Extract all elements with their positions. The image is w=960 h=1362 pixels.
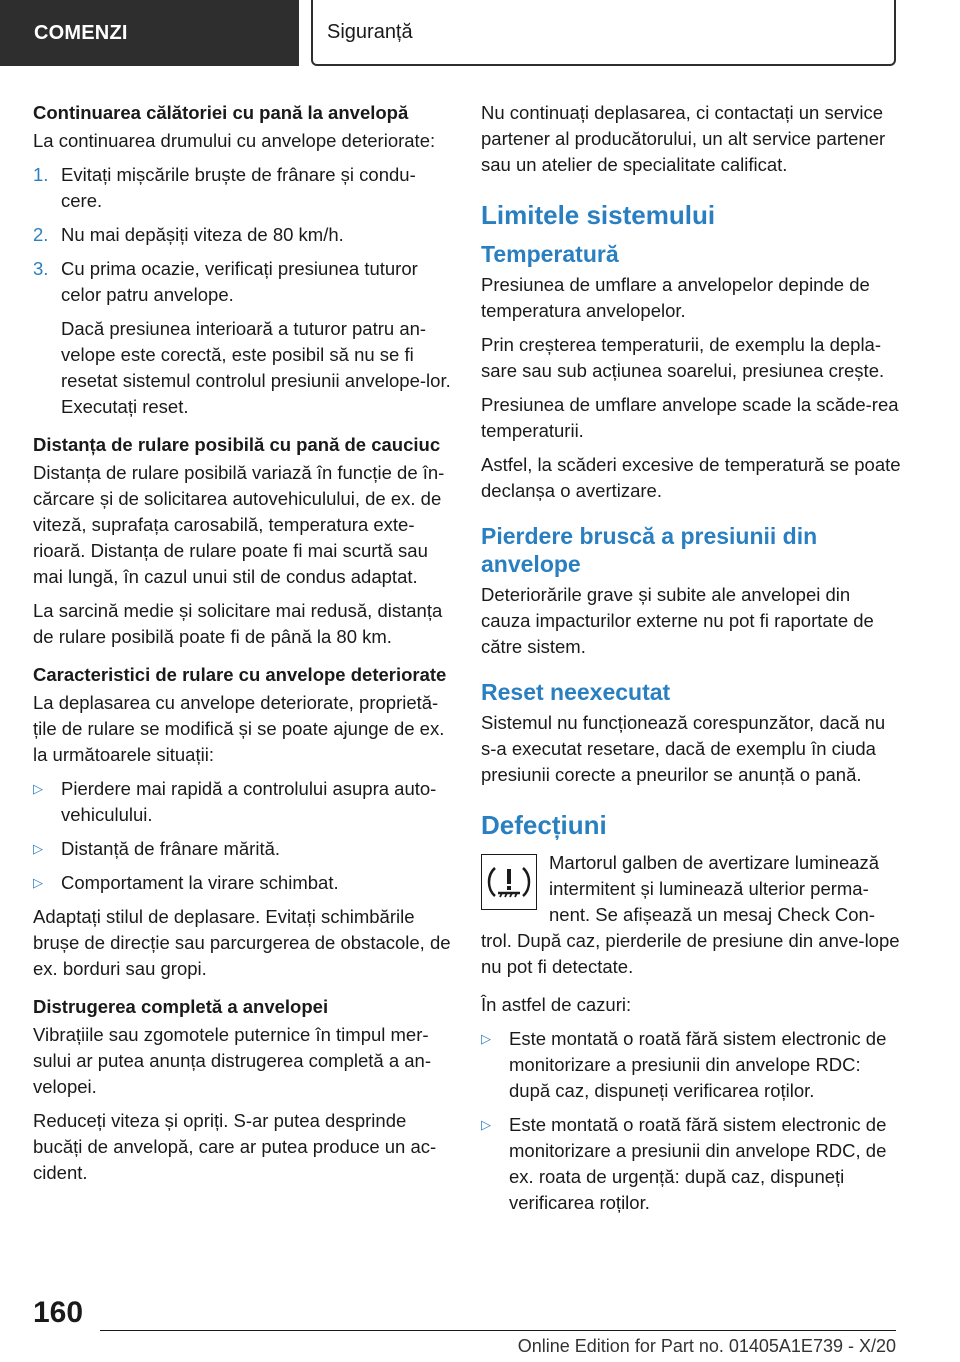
chapter-tab[interactable]: Siguranță — [311, 0, 896, 66]
list-item — [33, 836, 453, 862]
list-item — [33, 222, 453, 248]
step-note: Dacă presiunea interioară a tuturor patru an-velope este corectă, este posibil să nu se fi resetat sistemul controlul presiunii anvelope-lor. Executați reset. — [61, 318, 451, 417]
paragraph: Presiunea de umflare a anvelopelor depinde de temperatura anvelopelor. — [481, 274, 870, 321]
step-number: 3. — [33, 258, 49, 279]
heading-continue-driving: Continuarea călătoriei cu pană la anvelopă — [33, 102, 409, 123]
list-item — [33, 162, 453, 214]
step-text: Cu prima ocazie, verificați presiunea tuturor celor patru anvelope. — [61, 258, 418, 305]
paragraph: La continuarea drumului cu anvelope deteriorate: — [33, 130, 436, 151]
tire-pressure-warning-icon — [481, 854, 537, 910]
footer-divider — [100, 1330, 896, 1331]
heading-reset-not-executed: Reset neexecutat — [481, 679, 671, 705]
left-column — [33, 100, 453, 1194]
steps-list — [33, 162, 453, 308]
warning-block — [481, 850, 901, 980]
paragraph: Deteriorările grave și subite ale anvelopei din cauza impacturilor externe nu pot fi raportate de către sistem. — [481, 584, 874, 657]
paragraph: Sistemul nu funcționează corespunzător, dacă nu s-a executat resetare, dacă de exemplu în ciuda presiunii corecte a pneurilor se anunță o pană. — [481, 712, 886, 785]
triangle-bullet-icon: ▷ — [33, 875, 43, 890]
paragraph: Astfel, la scăderi excesive de temperatură se poate declanșa o avertizare. — [481, 454, 901, 501]
step-text: Evitați mișcările bruște de frânare și condu-cere. — [61, 164, 416, 211]
step-number: 1. — [33, 164, 49, 185]
list-item — [33, 776, 453, 828]
paragraph: La deplasarea cu anvelope deteriorate, proprietă-țile de rulare se modifică și se poate ajunge de ex. la următoarele situații: — [33, 692, 445, 765]
heading-system-limits: Limitele sistemului — [481, 200, 716, 230]
paragraph: Vibrațiile sau zgomotele puternice în timpul mer-sului ar putea anunța distrugerea completă a an-velopei. — [33, 1024, 432, 1097]
right-column — [481, 100, 901, 1224]
page-number: 160 — [33, 1296, 84, 1329]
triangle-bullet-icon: ▷ — [33, 841, 43, 856]
list-item — [33, 256, 453, 308]
bullet-text: Distanță de frânare mărită. — [61, 838, 281, 859]
list-item — [481, 1026, 901, 1104]
heading-driving-characteristics: Caracteristici de rulare cu anvelope deteriorate — [33, 664, 447, 685]
triangle-bullet-icon: ▷ — [481, 1117, 491, 1132]
paragraph: Prin creșterea temperaturii, de exemplu la depla-sare sau sub acțiunea soarelui, presiunea crește. — [481, 334, 885, 381]
edition-text: Online Edition for Part no. 01405A1E739 - X/20 — [517, 1336, 896, 1356]
paragraph: Distanța de rulare posibilă variază în funcție de în-cărcare și de solicitarea autovehiculului, de ex. de viteză, suprafața carosabilă, temperatura exte-rioară. Distanța de rulare poate fi mai scurtă sau mai lungă, în cazul unui stil de condus adaptat. — [33, 462, 445, 587]
heading-temperature: Temperatură — [481, 241, 619, 267]
paragraph: Nu continuați deplasarea, ci contactați un service partener al producătorului, un alt service partener sau un atelier de specialitate calificat. — [481, 102, 886, 175]
bullet-text: Este montată o roată fără sistem electronic de monitorizare a presiunii din anvelope RDC: după caz, dispuneți verificarea roților. — [509, 1028, 887, 1101]
warning-text: Martorul galben de avertizare luminează intermitent și luminează ulterior perma-nent. Se afișează un mesaj Check Con-trol. După caz, pierderile de presiune din anve-lope nu pot fi detectate. — [481, 852, 900, 977]
heading-malfunctions: Defecțiuni — [481, 810, 607, 840]
section-tab[interactable]: COMENZI — [0, 0, 299, 66]
list-item — [481, 1112, 901, 1216]
paragraph: Reduceți viteza și opriți. S-ar putea desprinde bucăți de anvelopă, care ar putea produce un ac-cident. — [33, 1110, 437, 1183]
heading-tire-destruction: Distrugerea completă a anvelopei — [33, 996, 329, 1017]
heading-sudden-pressure-loss: Pierdere bruscă a presiunii din anvelope — [481, 523, 818, 577]
step-text: Nu mai depășiți viteza de 80 km/h. — [61, 224, 344, 245]
triangle-bullet-icon: ▷ — [481, 1031, 491, 1046]
bullet-text: Comportament la virare schimbat. — [61, 872, 339, 893]
bullet-text: Pierdere mai rapidă a controlului asupra auto-vehiculului. — [61, 778, 437, 825]
bullet-list — [481, 1026, 901, 1216]
page-header — [0, 0, 960, 66]
step-number: 2. — [33, 224, 49, 245]
list-item — [33, 870, 453, 896]
triangle-bullet-icon: ▷ — [33, 781, 43, 796]
paragraph: Adaptați stilul de deplasare. Evitați schimbările brușe de direcție sau parcurgerea de obstacole, de ex. borduri sau gropi. — [33, 906, 451, 979]
paragraph: La sarcină medie și solicitare mai redusă, distanța de rulare posibilă poate fi de până la 80 km. — [33, 600, 443, 647]
paragraph: Presiunea de umflare anvelope scade la scăde-rea temperaturii. — [481, 394, 899, 441]
bullet-text: Este montată o roată fără sistem electronic de monitorizare a presiunii din anvelope RDC, de ex. roata de urgență: după caz, dispuneți verificarea roților. — [509, 1114, 887, 1213]
paragraph: În astfel de cazuri: — [481, 994, 632, 1015]
heading-rolling-distance: Distanța de rulare posibilă cu pană de cauciuc — [33, 434, 441, 455]
bullet-list — [33, 776, 453, 896]
